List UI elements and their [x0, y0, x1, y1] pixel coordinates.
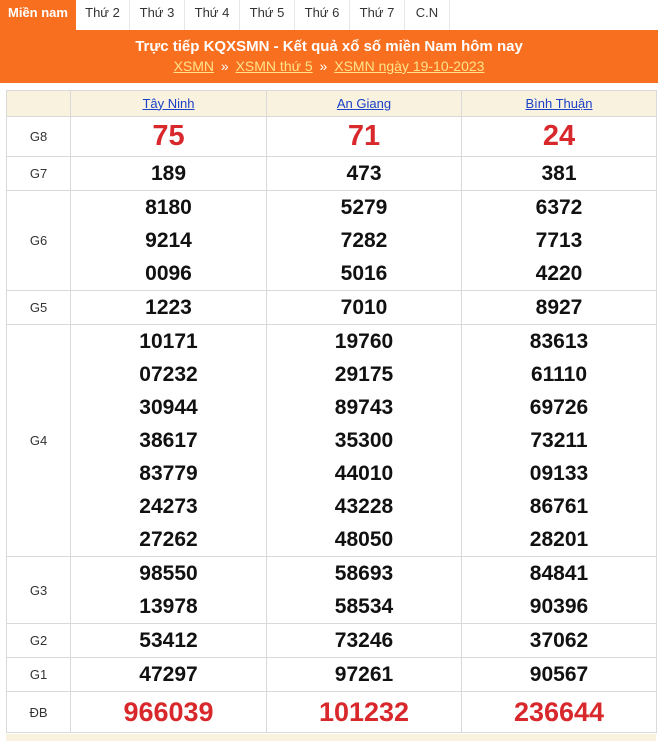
- prize-number: 35300: [334, 429, 394, 452]
- prize-cell: [462, 325, 657, 557]
- prize-row: [7, 692, 657, 733]
- prize-number: 90396: [529, 595, 589, 618]
- prize-cell: [71, 658, 267, 692]
- prize-label: ĐB: [7, 692, 71, 733]
- prize-number: 84841: [529, 562, 589, 585]
- prize-label: G2: [7, 624, 71, 658]
- prize-number: 83613: [529, 330, 589, 353]
- prize-number: 10171: [139, 330, 198, 353]
- prize-label: G8: [7, 117, 71, 157]
- prize-row: [7, 557, 657, 624]
- prize-cell: [267, 658, 462, 692]
- table-footer-bar: [6, 734, 656, 741]
- tab-thu-5[interactable]: Thứ 5: [240, 0, 295, 30]
- prize-cell: [267, 117, 462, 157]
- prize-number: 28201: [529, 528, 589, 551]
- prize-number: 381: [541, 162, 577, 185]
- prize-number: 69726: [529, 396, 589, 419]
- prize-label: G6: [7, 191, 71, 291]
- prize-number: 09133: [529, 462, 589, 485]
- prize-cell: [267, 692, 462, 733]
- prize-number: 101232: [318, 697, 410, 727]
- header-corner-cell: [7, 91, 71, 117]
- prize-number: 19760: [334, 330, 394, 353]
- prize-row: [7, 624, 657, 658]
- province-header: [71, 91, 267, 117]
- prize-cell: [462, 117, 657, 157]
- prize-number: 71: [347, 120, 381, 152]
- prize-number: 07232: [139, 363, 198, 386]
- prize-number: 75: [152, 120, 185, 152]
- prize-cell: [267, 624, 462, 658]
- prize-number: 473: [346, 162, 382, 185]
- prize-cell: [462, 658, 657, 692]
- results-table: [6, 90, 657, 733]
- prize-number: 98550: [139, 562, 198, 585]
- province-header: [462, 91, 657, 117]
- prize-number: 73211: [530, 429, 588, 452]
- prize-cell: [71, 117, 267, 157]
- prize-row: [7, 191, 657, 291]
- province-link-tay-ninh[interactable]: Tây Ninh: [142, 95, 195, 111]
- prize-cell: [71, 557, 267, 624]
- prize-row: [7, 658, 657, 692]
- tab-thu-2[interactable]: Thứ 2: [76, 0, 130, 30]
- province-header-row: [7, 91, 657, 117]
- prize-number: 0096: [145, 262, 192, 285]
- prize-cell: [462, 157, 657, 191]
- results-banner: [0, 30, 658, 83]
- prize-number: 4220: [535, 262, 583, 285]
- prize-number: 8180: [145, 196, 192, 219]
- prize-number: 86761: [529, 495, 589, 518]
- prize-number: 97261: [334, 663, 394, 686]
- prize-number: 7282: [340, 229, 388, 252]
- prize-number: 189: [150, 162, 187, 185]
- prize-number: 7010: [340, 296, 388, 319]
- prize-cell: [71, 291, 267, 325]
- prize-number: 5016: [340, 262, 388, 285]
- prize-label: G4: [7, 325, 71, 557]
- prize-number: 13978: [139, 595, 198, 618]
- province-link-binh-thuan[interactable]: Bình Thuận: [525, 95, 593, 111]
- prize-cell: [71, 325, 267, 557]
- prize-number: 38617: [139, 429, 198, 452]
- prize-number: 44010: [334, 462, 394, 485]
- prize-number: 53412: [139, 629, 198, 652]
- prize-cell: [267, 191, 462, 291]
- prize-number: 90567: [529, 663, 589, 686]
- page-title: Trực tiếp KQXSMN - Kết quả xổ số miền Nam hôm nay: [135, 38, 523, 55]
- prize-label: G5: [7, 291, 71, 325]
- prize-cell: [462, 624, 657, 658]
- breadcrumb-xsmn-date-link[interactable]: XSMN ngày 19-10-2023: [334, 58, 485, 74]
- prize-number: 58693: [334, 562, 394, 585]
- prize-number: 966039: [123, 697, 214, 727]
- prize-cell: [462, 692, 657, 733]
- tab-chu-nhat[interactable]: C.N: [405, 0, 450, 30]
- breadcrumb: [0, 58, 658, 74]
- breadcrumb-xsmn-link[interactable]: XSMN: [173, 58, 215, 74]
- prize-number: 5279: [340, 196, 388, 219]
- prize-cell: [267, 325, 462, 557]
- prize-number: 24: [542, 120, 576, 152]
- prize-number: 8927: [535, 296, 583, 319]
- prize-cell: [71, 692, 267, 733]
- prize-label: G3: [7, 557, 71, 624]
- prize-number: 7713: [535, 229, 583, 252]
- prize-cell: [71, 191, 267, 291]
- tab-mien-nam[interactable]: Miền nam: [0, 0, 76, 30]
- prize-number: 73246: [334, 629, 394, 652]
- prize-cell: [71, 157, 267, 191]
- prize-number: 61110: [530, 363, 588, 386]
- prize-number: 30944: [139, 396, 198, 419]
- tab-thu-3[interactable]: Thứ 3: [130, 0, 185, 30]
- province-link-an-giang[interactable]: An Giang: [336, 95, 392, 111]
- prize-number: 48050: [334, 528, 394, 551]
- prize-number: 83779: [139, 462, 198, 485]
- prize-number: 89743: [334, 396, 394, 419]
- province-header: [267, 91, 462, 117]
- prize-number: 58534: [334, 595, 394, 618]
- prize-row: [7, 325, 657, 557]
- breadcrumb-xsmn-thu-5-link[interactable]: XSMN thứ 5: [235, 58, 313, 74]
- prize-number: 47297: [139, 663, 198, 686]
- tab-thu-4[interactable]: Thứ 4: [185, 0, 240, 30]
- prize-cell: [462, 557, 657, 624]
- prize-row: [7, 117, 657, 157]
- prize-number: 43228: [334, 495, 394, 518]
- prize-number: 29175: [334, 363, 394, 386]
- prize-cell: [267, 557, 462, 624]
- prize-number: 6372: [535, 196, 583, 219]
- breadcrumb-separator: »: [220, 58, 229, 74]
- prize-cell: [71, 624, 267, 658]
- tab-thu-7[interactable]: Thứ 7: [350, 0, 405, 30]
- prize-number: 1223: [145, 296, 192, 319]
- prize-cell: [267, 291, 462, 325]
- prize-label: G1: [7, 658, 71, 692]
- prize-number: 37062: [529, 629, 589, 652]
- prize-cell: [462, 191, 657, 291]
- tab-thu-6[interactable]: Thứ 6: [295, 0, 350, 30]
- prize-cell: [462, 291, 657, 325]
- breadcrumb-separator: »: [319, 58, 328, 74]
- prize-number: 236644: [513, 697, 605, 727]
- prize-cell: [267, 157, 462, 191]
- prize-number: 24273: [139, 495, 198, 518]
- prize-number: 27262: [139, 528, 198, 551]
- prize-label: G7: [7, 157, 71, 191]
- day-tabs: [0, 0, 658, 31]
- prize-row: [7, 157, 657, 191]
- prize-row: [7, 291, 657, 325]
- prize-number: 9214: [145, 229, 192, 252]
